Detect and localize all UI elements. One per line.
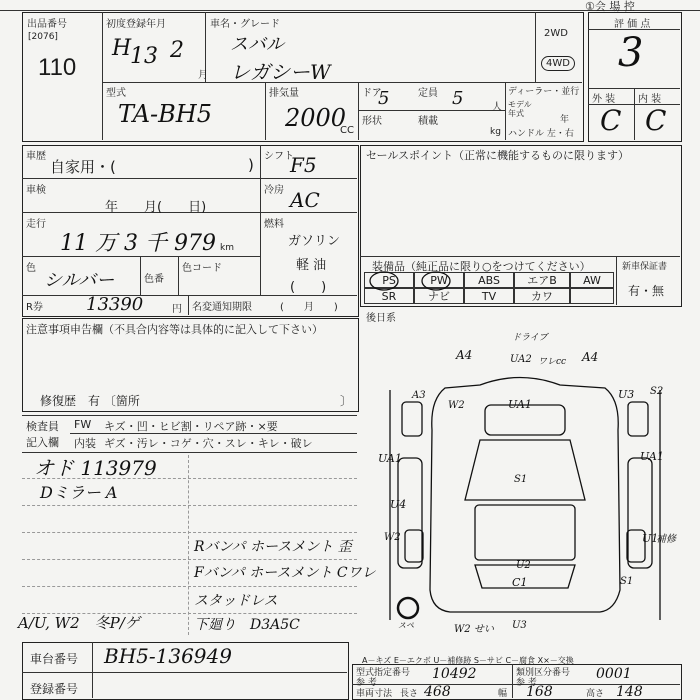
recycle-label: R券 [26, 302, 43, 313]
load-label: 積載 [418, 116, 438, 127]
inspector-row1-head: FW [74, 418, 92, 431]
equip-navi: ナビ [414, 288, 464, 304]
equip-pw: PW [414, 272, 464, 288]
note-right3: スタッドレス [194, 593, 278, 609]
notice-value: ( 月 ) [280, 302, 338, 313]
maker-name: スバル [230, 34, 284, 55]
mark-crack: ワレcc [538, 357, 567, 367]
score-value: 3 [618, 30, 644, 76]
drive-2wd: 2WD [544, 28, 568, 39]
mark-a4-left: A4 [456, 348, 473, 362]
inspector-row2-items: ギズ・汚レ・コゲ・穴・スレ・キレ・破レ [104, 437, 313, 450]
lot-sub: [2076] [28, 32, 58, 42]
disp-label: 排気量 [269, 88, 299, 99]
disp-value: 2000 [285, 104, 347, 132]
chassis-label: 車台番号 [30, 652, 79, 666]
colorcode-label: 色コード [182, 263, 222, 274]
chassis-value: BH5-136949 [104, 644, 232, 668]
reg-month-unit: 月 [198, 70, 208, 81]
inspector-label2: 記入欄 [26, 436, 59, 449]
recycle-unit: 円 [172, 304, 182, 315]
mark-s2: S2 [650, 386, 664, 397]
class-value: 0001 [596, 666, 632, 682]
mark-w2-top: W2 [448, 400, 465, 411]
mileage-label: 走行 [26, 219, 46, 230]
history-value: 自家用・( [50, 158, 116, 176]
equip-label: 装備品（純正品に限り○をつけてください） [372, 260, 591, 273]
sales-label: セールスポイント（正常に機能するものに限ります） [366, 149, 630, 162]
mark-drive: ドライブ [512, 333, 548, 343]
mark-u1: U1 [642, 532, 659, 545]
form-value: 10492 [432, 666, 477, 682]
color-label: 色 [26, 263, 36, 274]
inspection-label: 車検 [26, 185, 46, 196]
door-value: 5 [378, 88, 390, 109]
reg-month: 2 [170, 38, 184, 63]
shift-label: シフト [264, 151, 294, 162]
inspection-value: 年 月( 日) [105, 200, 207, 215]
reg-number-label: 登録番号 [30, 682, 79, 696]
exterior-grade: C [600, 104, 622, 137]
width-label: 幅 [498, 689, 508, 699]
mark-ua1-top: UA1 [508, 398, 532, 411]
model-name: レガシーW [230, 60, 331, 84]
fuel-gas: ガソリン [288, 234, 341, 249]
reg-label: 初度登録年月 [106, 19, 166, 30]
height-value: 148 [616, 684, 643, 700]
mark-spare: スペ [398, 621, 414, 630]
mark-w2-left: W2 [384, 532, 401, 543]
warranty-value: 有・無 [628, 284, 665, 298]
seats-unit: 人 [492, 102, 502, 113]
door-label: ドア [362, 88, 382, 99]
notice-label: 名変通知期限 [192, 302, 252, 313]
form-label: 型式指定番号 [356, 668, 411, 678]
mileage-value: 11 万 3 千 979 [60, 231, 216, 256]
type-label: 型式 [106, 88, 126, 99]
mark-ua1-right: UA1 [640, 450, 664, 463]
car-damage-diagram [370, 340, 690, 640]
mark-a4-right: A4 [582, 350, 599, 364]
class-label: 類別区分番号 [516, 668, 571, 678]
mark-u2: U2 [516, 560, 531, 571]
inspector-row2-head: 内装 [74, 437, 96, 450]
repair-close: 〕 [340, 394, 353, 408]
note-right2: Fバンパ ホースメント Cワレ [194, 565, 376, 581]
shift-value: F5 [290, 153, 317, 177]
note-left-bottom: A/U, W2 冬P/ゲ [18, 614, 140, 632]
mark-s1-mid: S1 [514, 474, 528, 485]
color-value: シルバー [44, 270, 115, 291]
legend: A－キズ E－エクボ U－補修跡 S－サビ C－腐食 X×－交換 [362, 656, 574, 665]
equip-aw: AW [570, 272, 614, 288]
mark-ua2: UA2 [510, 354, 532, 365]
equip-airbag: エアB [514, 272, 570, 288]
load-unit: kg [490, 127, 501, 137]
inspector-label1: 検査員 [26, 420, 59, 433]
height-label: 高さ [586, 689, 605, 699]
caution-label: 注意事項申告欄（不具合内容等は具体的に記入して下さい） [26, 323, 323, 336]
reg-year: 13 [130, 44, 158, 69]
equip-tv: TV [464, 288, 514, 304]
interior-label: 内 装 [638, 94, 662, 105]
note-odo: オド 113979 [34, 456, 157, 480]
ac-value: AC [290, 188, 320, 212]
equip-sr: SR [364, 288, 414, 304]
dealer-label: ディーラー・並行 [508, 87, 580, 97]
history-label: 車歴 [26, 151, 46, 162]
model-year-unit: 年 [560, 115, 570, 125]
mark-ua1-left: UA1 [378, 452, 402, 465]
fuel-paren: ( ) [290, 280, 327, 295]
length-value: 468 [424, 684, 451, 700]
warranty-label: 新車保証書 [622, 262, 668, 272]
length-label: 長さ [400, 689, 419, 699]
exterior-label: 外 装 [592, 94, 616, 105]
later-label: 後日系 [366, 313, 396, 324]
recycle-value: 13390 [86, 294, 144, 315]
equip-leather: カワ [514, 288, 570, 304]
model-year-label: モデル年式 [508, 100, 532, 118]
mark-repair: 補修 [656, 534, 676, 545]
note-mirror: Dミラー A [40, 483, 118, 502]
handle-label: ハンドル 左・右 [508, 129, 574, 139]
lot-label: 出品番号 [27, 19, 67, 30]
drive-4wd-circled: 4WD [541, 56, 575, 71]
mark-u4: U4 [390, 498, 407, 511]
equip-circle-marks [364, 268, 474, 292]
note-right4: 下廻り D3A5C [194, 617, 300, 633]
equip-empty [570, 288, 614, 304]
ref-label: 参 考 [356, 678, 377, 688]
shape-label: 形状 [362, 116, 382, 127]
width-value: 168 [526, 684, 553, 700]
mark-u3-top: U3 [618, 388, 635, 401]
ac-label: 冷房 [264, 185, 284, 196]
inspector-row1-items: キズ・凹・ヒビ割・リペア跡・×要 [104, 420, 278, 433]
repair-label: 修復歴 有 〔箇所 [40, 394, 140, 408]
ref2-label: 参 考 [516, 678, 537, 688]
seats-label: 定員 [418, 88, 438, 99]
equip-abs: ABS [464, 272, 514, 288]
disp-unit: CC [340, 125, 354, 136]
note-right1: Rバンパ ホースメント 歪 [194, 539, 352, 555]
reg-era: H [112, 36, 132, 61]
colorno-label: 色番 [144, 274, 164, 285]
name-label: 車名・グレード [210, 19, 280, 30]
equip-ps: PS [364, 272, 414, 288]
fuel-label: 燃料 [264, 219, 284, 230]
mark-w2-bottom: W2 せい [454, 624, 494, 635]
venue-label: ①会 場 控 [585, 0, 635, 13]
type-value: TA-BH5 [118, 100, 212, 128]
score-label: 評 価 点 [614, 19, 651, 30]
fuel-diesel: 軽 油 [296, 258, 327, 273]
seats-value: 5 [452, 88, 464, 109]
history-close: ) [248, 156, 254, 174]
dim-label: 車両寸法 [356, 689, 393, 699]
mileage-unit: km [220, 243, 234, 253]
interior-grade: C [645, 104, 667, 137]
mark-a3: A3 [412, 390, 426, 401]
mark-u3-bottom: U3 [512, 620, 527, 631]
mark-c1: C1 [512, 576, 528, 589]
lot-number: 110 [38, 54, 77, 81]
mark-s1-right: S1 [620, 576, 634, 587]
